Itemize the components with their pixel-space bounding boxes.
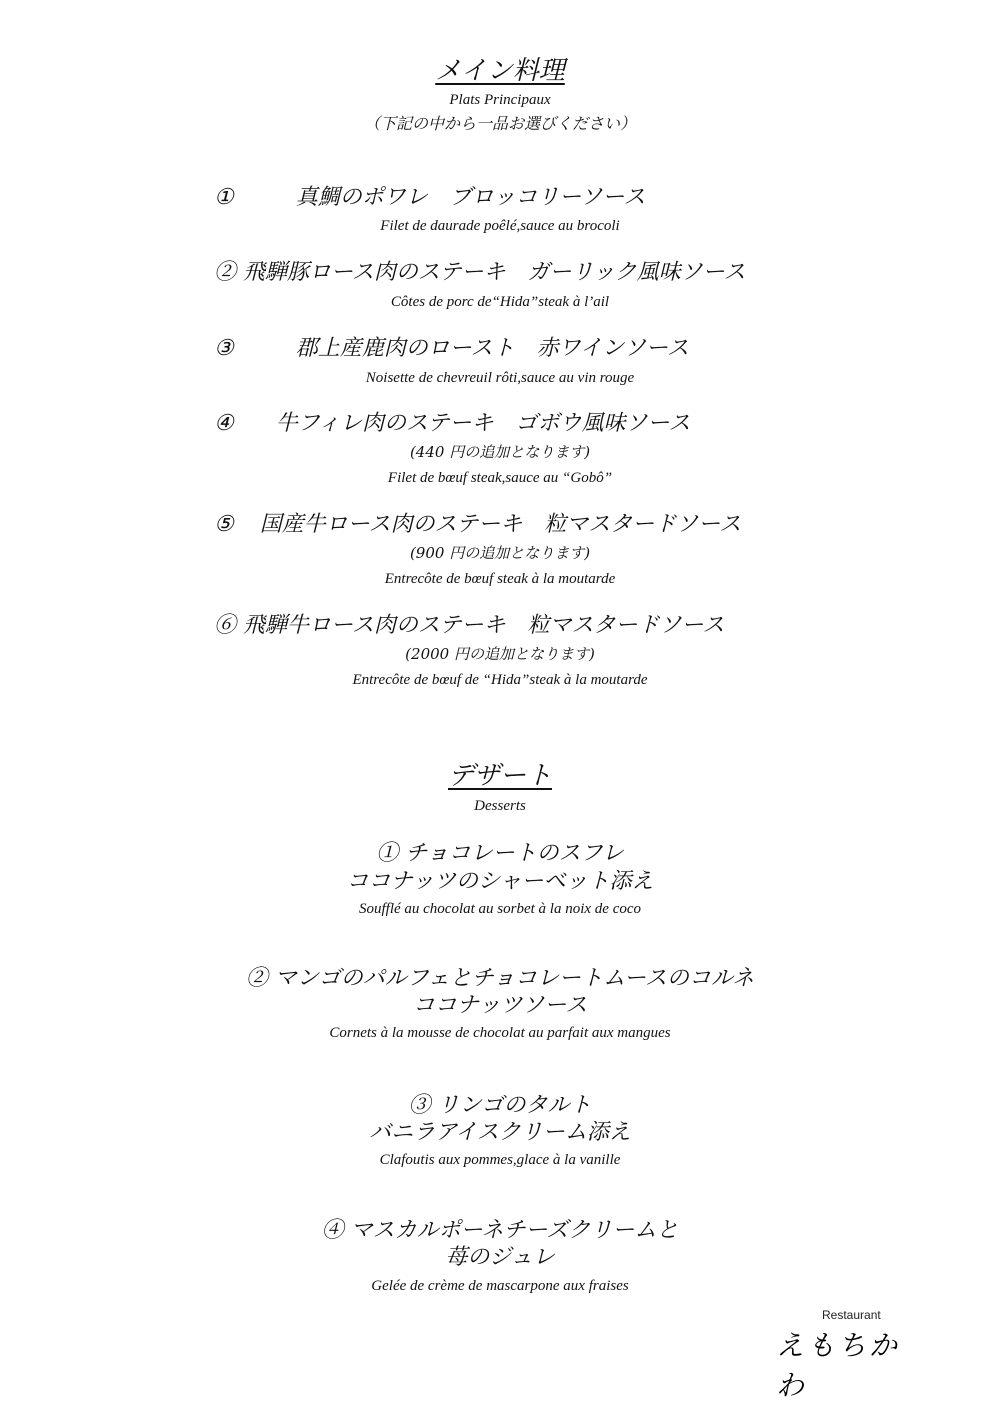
main-item-1 [214,184,645,212]
dessert-item-3-fr: Clafoutis aux pommes,glace à la vanille [379,1152,621,1168]
main-item-6-jp: 飛騨牛ロース肉のステーキ 粒マスタードソース [243,613,725,638]
main-item-5-number: ⑤ [214,512,234,537]
dessert-section-subtitle: Desserts [474,798,526,814]
main-item-4-fr: Filet de bœuf steak,sauce au “Gobô” [387,470,613,486]
main-item-3 [214,335,689,363]
dessert-section-title: デザート [447,761,552,791]
dessert-item-1-fr: Soufflé au chocolat au sorbet à la noix de coco [358,901,642,917]
main-item-1-fr: Filet de daurade poêlé,sauce au brocoli [380,218,620,234]
dessert-item-1-line1: ① チョコレートのスフレ [376,841,624,866]
main-item-1-number: ① [214,185,234,210]
dessert-item-1-line2: ココナッツのシャーベット添え [346,869,654,894]
main-section-instruction: （下記の中から一品お選びください） [363,114,636,133]
dessert-item-3-line2: バニラアイスクリーム添え [369,1120,631,1145]
dessert-item-4-fr: Gelée de crème de mascarpone aux fraises [371,1278,629,1294]
restaurant-logo [776,1306,926,1402]
main-item-6 [214,612,724,640]
main-item-4-number: ④ [214,411,234,436]
main-item-1-jp: 真鯛のポワレ ブロッコリーソース [295,185,646,210]
main-item-5-note: (900 円の追加となります) [409,544,591,562]
logo-name: えもちかわ [776,1329,901,1402]
main-item-3-fr: Noisette de chevreuil rôti,sauce au vin rouge [365,370,635,386]
main-item-2-fr: Côtes de porc de“Hida”steak à l’ail [390,294,610,310]
main-item-4-note: (440 円の追加となります) [409,443,591,461]
main-item-2-jp: 飛騨豚ロース肉のステーキ ガーリック風味ソース [243,260,746,285]
dessert-item-2-fr: Cornets à la mousse de chocolat au parfait aux mangues [329,1025,671,1041]
dessert-item-2-line2: ココナッツソース [412,993,588,1018]
main-section-title: メイン料理 [435,56,565,86]
main-item-5-fr: Entrecôte de bœuf steak à la moutarde [384,571,616,587]
dessert-item-4-line2: 苺のジュレ [445,1245,555,1270]
main-item-4-jp: 牛フィレ肉のステーキ ゴボウ風味ソース [275,411,691,436]
logo-restaurant-label: Restaurant [822,1308,881,1322]
main-item-2 [214,259,746,287]
dessert-item-2-line1: ② マンゴのパルフェとチョコレートムースのコルネ [245,966,755,991]
main-item-4 [214,410,690,438]
dessert-item-3-line1: ③ リンゴのタルト [408,1093,592,1118]
main-item-5 [214,511,741,539]
main-item-6-fr: Entrecôte de bœuf de “Hida”steak à la moutarde [352,672,648,688]
main-item-6-note: (2000 円の追加となります) [405,645,595,663]
main-item-5-jp: 国産牛ロース肉のステーキ 粒マスタードソース [259,512,742,537]
main-item-2-number: ② [214,260,237,285]
dessert-item-4-line1: ④ マスカルポーネチーズクリームと [321,1218,679,1243]
main-section-subtitle: Plats Principaux [449,92,551,108]
main-item-3-jp: 郡上産鹿肉のロースト 赤ワインソース [295,336,689,361]
main-item-3-number: ③ [214,336,234,361]
main-item-6-number: ⑥ [214,613,237,638]
